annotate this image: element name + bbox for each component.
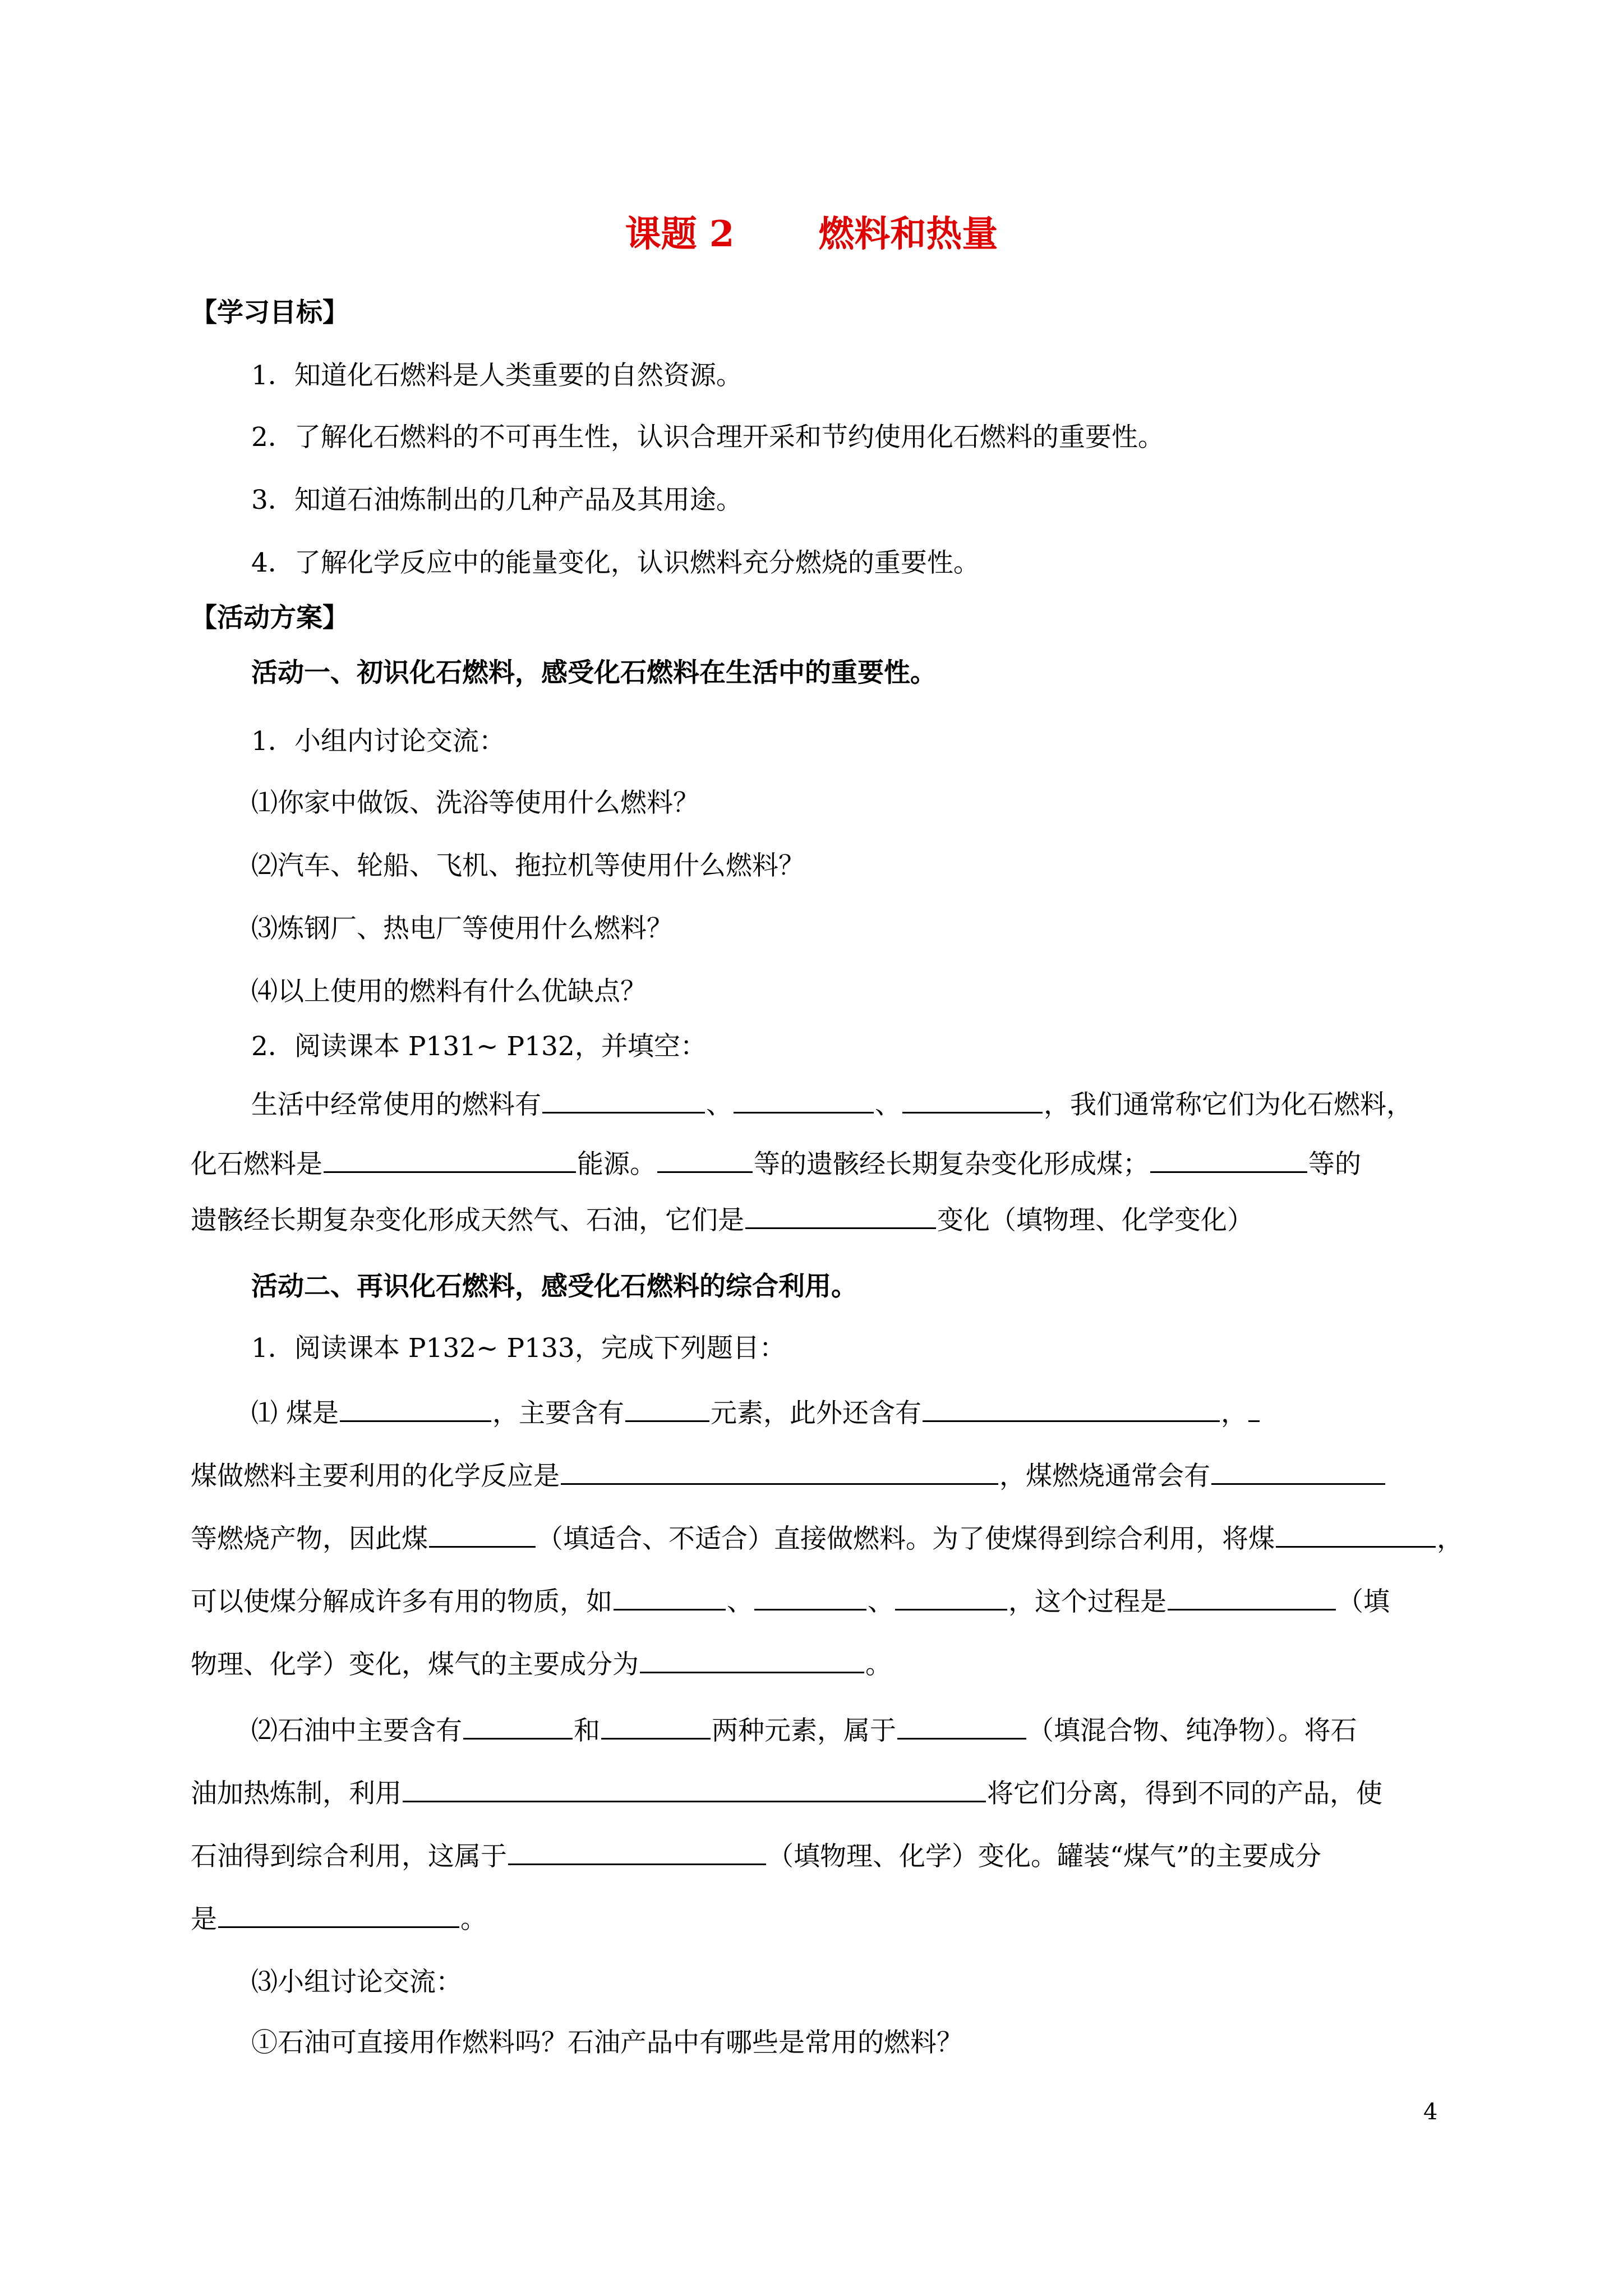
- fill-line: 遗骸经长期复杂变化形成天然气、石油，它们是 变化（填物理、化学变化）: [191, 1203, 1253, 1237]
- activity2-title: 活动二、再识化石燃料，感受化石燃料的综合利用。: [251, 1271, 857, 1302]
- goals-header: 【学习目标】: [191, 297, 349, 328]
- answer-blank[interactable]: [614, 1584, 726, 1611]
- answer-blank[interactable]: [734, 1087, 874, 1114]
- fill-line: 物理、化学）变化，煤气的主要成分为 。: [191, 1647, 892, 1682]
- fill-line: 等燃烧产物，因此煤 （填适合、不适合）直接做燃料。为了使煤得到综合利用，将煤 ，: [191, 1521, 1463, 1556]
- activity1-question: ⑴你家中做饭、洗浴等使用什么燃料？: [251, 788, 699, 818]
- goal-item: 4．了解化学反应中的能量变化，认识燃料充分燃烧的重要性。: [251, 547, 980, 578]
- fill-line: 生活中经常使用的燃料有 、 、 ，我们通常称它们为化石燃料，: [251, 1087, 1413, 1122]
- answer-blank[interactable]: [463, 1713, 573, 1740]
- answer-blank[interactable]: [1150, 1147, 1307, 1173]
- fill-line: 石油得到综合利用，这属于 （填物理、化学）变化。罐装“煤气”的主要成分: [191, 1839, 1321, 1874]
- answer-blank[interactable]: [218, 1902, 459, 1928]
- activities-header: 【活动方案】: [191, 602, 349, 633]
- activity1-question: ⑷以上使用的燃料有什么优缺点？: [251, 976, 647, 1007]
- answer-blank[interactable]: [897, 1713, 1026, 1740]
- answer-blank[interactable]: [745, 1203, 936, 1229]
- goal-item: 2．了解化石燃料的不可再生性，认识合理开采和节约使用化石燃料的重要性。: [251, 422, 1164, 453]
- answer-blank[interactable]: [601, 1713, 711, 1740]
- answer-blank[interactable]: [1168, 1584, 1336, 1611]
- activity2-discuss: ⑶小组讨论交流：: [251, 1967, 462, 1998]
- goal-item: 3．知道石油炼制出的几种产品及其用途。: [251, 485, 743, 516]
- answer-blank[interactable]: [902, 1087, 1043, 1114]
- answer-blank[interactable]: [403, 1776, 986, 1802]
- answer-blank[interactable]: [340, 1396, 491, 1422]
- fill-line: 化石燃料是 能源。 等的遗骸经长期复杂变化形成煤； 等的: [191, 1147, 1361, 1181]
- answer-blank[interactable]: [923, 1396, 1220, 1422]
- answer-blank[interactable]: [657, 1147, 753, 1173]
- goal-item: 1．知道化石燃料是人类重要的自然资源。: [251, 360, 743, 391]
- answer-blank[interactable]: [640, 1647, 864, 1673]
- fill-line: 煤做燃料主要利用的化学反应是 ，煤燃烧通常会有: [191, 1458, 1386, 1493]
- fill-line: 油加热炼制，利用 将它们分离，得到不同的产品，使: [191, 1776, 1382, 1811]
- fill-line: ⑵石油中主要含有 和 两种元素，属于 （填混合物、纯净物）。将石: [251, 1713, 1357, 1748]
- fill-line: ⑴ 煤是 ，主要含有 元素，此外还含有 ，: [251, 1396, 1261, 1430]
- answer-blank[interactable]: [429, 1521, 536, 1548]
- activity1-question: ⑵汽车、轮船、飞机、拖拉机等使用什么燃料？: [251, 850, 805, 881]
- page-number: 4: [1423, 2099, 1438, 2125]
- activity1-title: 活动一、初识化石燃料，感受化石燃料在生活中的重要性。: [251, 657, 937, 688]
- activity1-read: 2．阅读课本 P131~ P132，并填空：: [251, 1031, 707, 1062]
- answer-blank[interactable]: [754, 1584, 866, 1611]
- activity1-question: ⑶炼钢厂、热电厂等使用什么燃料？: [251, 913, 673, 944]
- fill-line: 可以使煤分解成许多有用的物质，如 、 、 ，这个过程是 （填: [191, 1584, 1390, 1619]
- answer-blank[interactable]: [1248, 1396, 1260, 1422]
- fill-line: 是 。: [191, 1902, 487, 1936]
- answer-blank[interactable]: [324, 1147, 576, 1173]
- activity1-discuss: 1．小组内讨论交流：: [251, 726, 505, 757]
- answer-blank[interactable]: [625, 1396, 709, 1422]
- answer-blank[interactable]: [508, 1839, 766, 1865]
- activity2-question: ①石油可直接用作燃料吗？石油产品中有哪些是常用的燃料？: [251, 2027, 963, 2058]
- activity2-read: 1．阅读课本 P132~ P133，完成下列题目：: [251, 1333, 786, 1364]
- answer-blank[interactable]: [1211, 1458, 1385, 1485]
- answer-blank[interactable]: [895, 1584, 1007, 1611]
- page-title: [0, 212, 1623, 257]
- answer-blank[interactable]: [561, 1458, 998, 1485]
- answer-blank[interactable]: [542, 1087, 705, 1114]
- answer-blank[interactable]: [1276, 1521, 1436, 1548]
- lesson-name: 燃料和热量: [818, 213, 998, 255]
- lesson-number: 课题 2: [625, 213, 735, 255]
